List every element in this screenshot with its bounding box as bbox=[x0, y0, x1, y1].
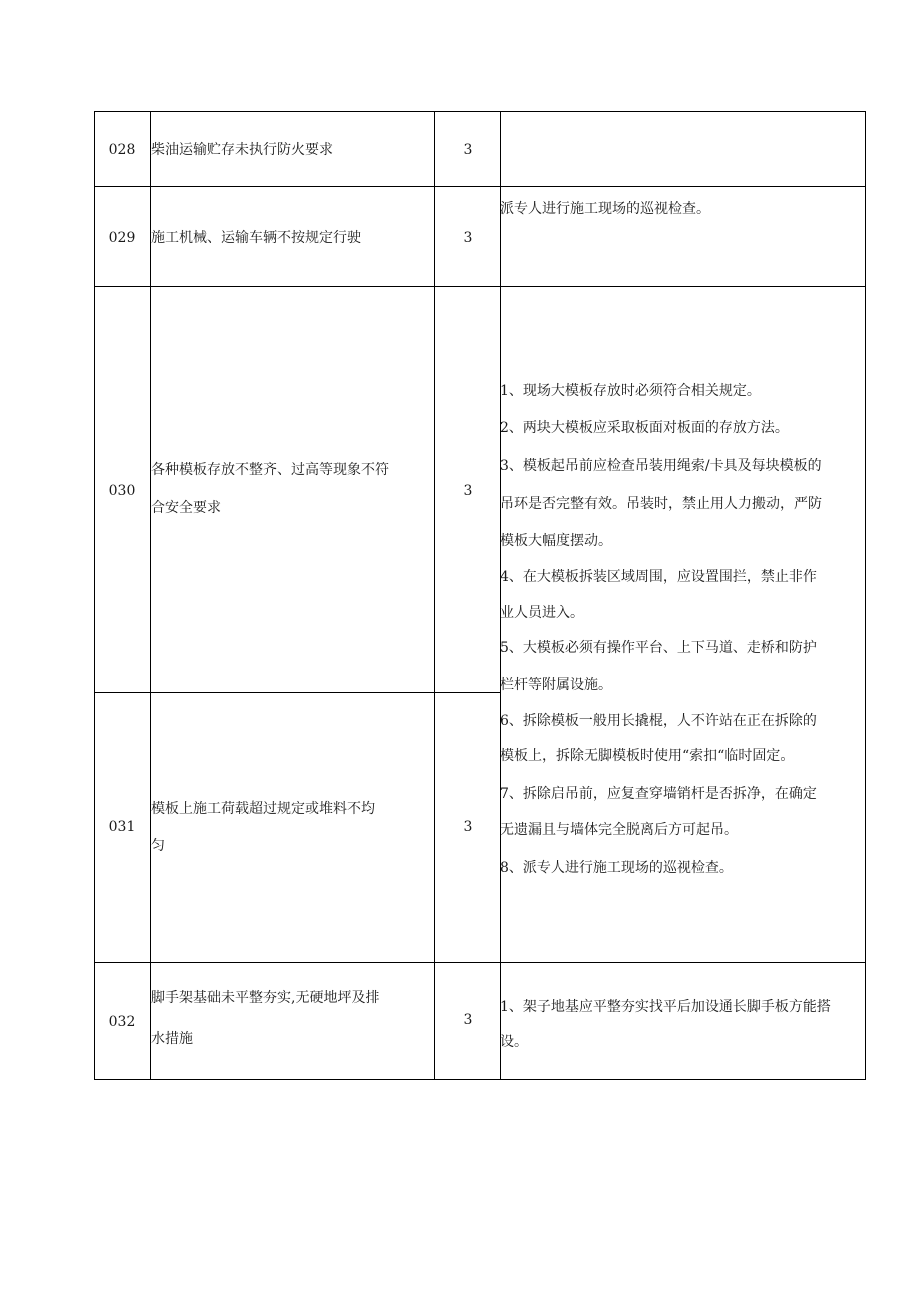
hazard-text: 柴油运输贮存未执行防火要求 bbox=[151, 142, 333, 158]
table-border-top bbox=[94, 111, 866, 112]
hazard-text: 合安全要求 bbox=[151, 500, 221, 516]
row-id: 029 bbox=[108, 230, 136, 246]
row-divider bbox=[94, 692, 500, 693]
measure-line: 3、模板起吊前应检查吊装用绳索/卡具及每块模板的 bbox=[500, 458, 822, 474]
measure-line: 派专人进行施工现场的巡视检查。 bbox=[500, 201, 710, 217]
score-value: 3 bbox=[463, 483, 473, 499]
measure-line: 无遗漏且与墙体完全脱离后方可起吊。 bbox=[500, 822, 738, 838]
row-id: 028 bbox=[108, 142, 136, 158]
score-value: 3 bbox=[463, 1012, 473, 1028]
measure-line: 1、现场大模板存放时必须符合相关规定。 bbox=[500, 383, 761, 399]
hazard-text: 脚手架基础未平整夯实,无硬地坪及排 bbox=[151, 990, 380, 1006]
hazard-text: 水措施 bbox=[151, 1031, 193, 1047]
measure-line: 模板上，拆除无脚模板时使用“索扣“临时固定。 bbox=[500, 748, 795, 764]
measure-line: 1、架子地基应平整夯实找平后加设通长脚手板方能搭 bbox=[500, 999, 831, 1015]
table-border-right bbox=[865, 111, 866, 1080]
hazard-text: 施工机械、运输车辆不按规定行驶 bbox=[151, 230, 361, 246]
measure-line: 业人员进入。 bbox=[500, 605, 584, 621]
row-divider bbox=[94, 186, 866, 187]
hazard-text: 模板上施工荷载超过规定或堆料不均 bbox=[151, 801, 375, 817]
measure-line: 6、拆除模板一般用长撬棍，人不许站在正在拆除的 bbox=[500, 713, 817, 729]
measure-line: 模板大幅度摆动。 bbox=[500, 533, 612, 549]
row-divider bbox=[94, 286, 866, 287]
measure-line: 4、在大模板拆装区域周围，应设置围拦，禁止非作 bbox=[500, 569, 817, 585]
measure-line: 7、拆除启吊前，应复查穿墙销杆是否拆净，在确定 bbox=[500, 786, 817, 802]
score-value: 3 bbox=[463, 819, 473, 835]
measure-line: 设。 bbox=[500, 1034, 528, 1050]
hazard-text: 匀 bbox=[151, 838, 165, 854]
score-value: 3 bbox=[463, 230, 473, 246]
column-divider bbox=[500, 111, 501, 1080]
row-id: 031 bbox=[108, 819, 136, 835]
table-border-left bbox=[94, 111, 95, 1080]
measure-line: 栏杆等附属设施。 bbox=[500, 677, 612, 693]
table-border-bottom bbox=[94, 1079, 866, 1080]
measure-line: 5、大模板必须有操作平台、上下马道、走桥和防护 bbox=[500, 640, 817, 656]
row-id: 030 bbox=[108, 483, 136, 499]
row-divider bbox=[94, 962, 866, 963]
score-value: 3 bbox=[463, 142, 473, 158]
measure-line: 2、两块大模板应采取板面对板面的存放方法。 bbox=[500, 420, 789, 436]
measure-line: 8、派专人进行施工现场的巡视检查。 bbox=[500, 860, 733, 876]
measure-line: 吊环是否完整有效。吊装时，禁止用人力搬动，严防 bbox=[500, 496, 822, 512]
row-id: 032 bbox=[108, 1014, 136, 1030]
hazard-text: 各种模板存放不整齐、过高等现象不符 bbox=[151, 462, 389, 478]
hazard-table bbox=[94, 111, 866, 1080]
column-divider bbox=[434, 111, 435, 1080]
column-divider bbox=[150, 111, 151, 1080]
